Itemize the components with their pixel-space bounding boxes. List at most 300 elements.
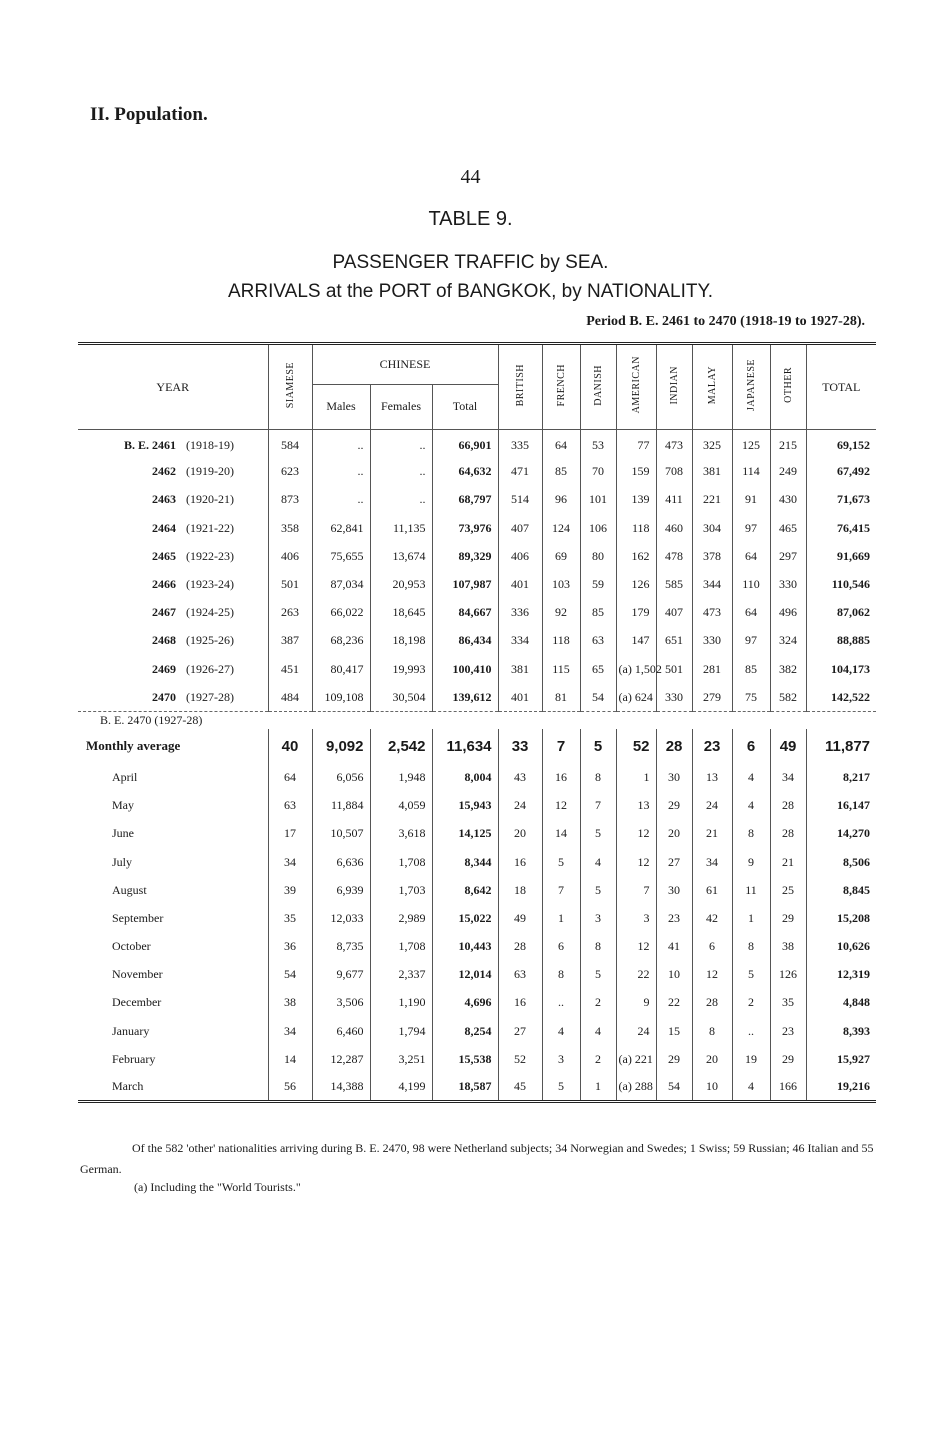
cell: 45: [498, 1073, 542, 1101]
cell: 139: [616, 486, 656, 514]
cell: 330: [770, 570, 806, 598]
cell: 6,636: [312, 848, 370, 876]
cell: 8: [732, 820, 770, 848]
cell: 124: [542, 514, 580, 542]
monthly-row: [78, 904, 876, 932]
cell: 22: [656, 989, 692, 1017]
cell: ..: [370, 486, 432, 514]
cell: 16: [498, 989, 542, 1017]
cell: 12,319: [806, 961, 876, 989]
cell: 334: [498, 627, 542, 655]
annual-row: [78, 458, 876, 486]
cell: 8,642: [432, 876, 498, 904]
cell: 873: [268, 486, 312, 514]
cell: 1,190: [370, 989, 432, 1017]
cell: 125: [732, 430, 770, 458]
cell: 36: [268, 933, 312, 961]
cell: 59: [580, 570, 616, 598]
cell: 15: [656, 1017, 692, 1045]
cell: 39: [268, 876, 312, 904]
cell: 34: [770, 763, 806, 791]
cell: 28: [656, 729, 692, 763]
cell: 64,632: [432, 458, 498, 486]
cell: 34: [268, 848, 312, 876]
cell: 2: [580, 1045, 616, 1073]
cell: 34: [692, 848, 732, 876]
cell: (a) 624: [616, 683, 656, 711]
cell: 11,877: [806, 729, 876, 763]
cell: 330: [656, 683, 692, 711]
cell: 10: [692, 1073, 732, 1101]
cell: 12,287: [312, 1045, 370, 1073]
col-chinese-total: Total: [432, 384, 498, 429]
cell: 33: [498, 729, 542, 763]
monthly-row: [78, 876, 876, 904]
monthly-section-header: B. E. 2470 (1927-28): [78, 711, 876, 729]
cell: 381: [498, 655, 542, 683]
cell: 28: [692, 989, 732, 1017]
cell: 15,943: [432, 792, 498, 820]
cell: 27: [656, 848, 692, 876]
cell: 406: [268, 542, 312, 570]
footnote-world-tourists: (a) Including the "World Tourists.": [134, 1180, 301, 1194]
cell: 110,546: [806, 570, 876, 598]
cell: 4,059: [370, 792, 432, 820]
cell: 451: [268, 655, 312, 683]
cell: 585: [656, 570, 692, 598]
cell: 3,506: [312, 989, 370, 1017]
cell: 64: [268, 763, 312, 791]
cell: 69: [542, 542, 580, 570]
cell: 35: [770, 989, 806, 1017]
cell: 471: [498, 458, 542, 486]
cell: 11,135: [370, 514, 432, 542]
cell: 10,507: [312, 820, 370, 848]
cell: 65: [580, 655, 616, 683]
cell: 18,645: [370, 599, 432, 627]
cell: 330: [692, 627, 732, 655]
cell: 118: [616, 514, 656, 542]
cell: 35: [268, 904, 312, 932]
cell: 166: [770, 1073, 806, 1101]
cell: 73,976: [432, 514, 498, 542]
cell: 12: [616, 848, 656, 876]
cell: 344: [692, 570, 732, 598]
cell: ..: [312, 458, 370, 486]
cell: 14: [542, 820, 580, 848]
cell: 411: [656, 486, 692, 514]
cell: 263: [268, 599, 312, 627]
cell: 27: [498, 1017, 542, 1045]
cell: 91,669: [806, 542, 876, 570]
cell: 85: [542, 458, 580, 486]
cell: ..: [370, 430, 432, 458]
cell: 407: [498, 514, 542, 542]
month-label: May: [112, 798, 134, 813]
cell: 147: [616, 627, 656, 655]
cell: 378: [692, 542, 732, 570]
cell: 63: [580, 627, 616, 655]
cell: 4,696: [432, 989, 498, 1017]
cell: 13,674: [370, 542, 432, 570]
cell: 11: [732, 876, 770, 904]
cell: 6: [732, 729, 770, 763]
month-label: February: [112, 1051, 156, 1066]
col-american: AMERICAN: [616, 344, 656, 430]
cell: 297: [770, 542, 806, 570]
cell: 10,626: [806, 933, 876, 961]
cell: 16: [542, 763, 580, 791]
cell: 582: [770, 683, 806, 711]
cell: 1: [616, 763, 656, 791]
cell: 3: [580, 904, 616, 932]
cell: 11,634: [432, 729, 498, 763]
cell: 52: [498, 1045, 542, 1073]
cell: 15,208: [806, 904, 876, 932]
cell: 12: [616, 820, 656, 848]
year-label: 2469 (1926-27): [152, 661, 234, 676]
cell: 139,612: [432, 683, 498, 711]
cell: 63: [498, 961, 542, 989]
cell: 3: [616, 904, 656, 932]
cell: 15,022: [432, 904, 498, 932]
cell: 10,443: [432, 933, 498, 961]
cell: 100,410: [432, 655, 498, 683]
cell: 478: [656, 542, 692, 570]
cell: 1: [542, 904, 580, 932]
cell: 64: [732, 599, 770, 627]
cell: 30,504: [370, 683, 432, 711]
cell: 43: [498, 763, 542, 791]
cell: 3: [542, 1045, 580, 1073]
cell: 8: [692, 1017, 732, 1045]
table-title: TABLE 9.: [428, 208, 513, 230]
cell: 54: [268, 961, 312, 989]
footnote-other-nationalities: Of the 582 'other' nationalities arriving during B. E. 2470, 98 were Netherland subjects; 34 Norwegian and Swedes; 1 Swiss; 59 Russian; 46 Italian and 55 German.: [80, 1141, 874, 1176]
cell: 9: [732, 848, 770, 876]
cell: 14,125: [432, 820, 498, 848]
month-label: June: [112, 826, 134, 841]
monthly-row: [78, 933, 876, 961]
cell: 68,236: [312, 627, 370, 655]
cell: 18,587: [432, 1073, 498, 1101]
cell: 97: [732, 514, 770, 542]
cell: 29: [656, 1045, 692, 1073]
cell: 10: [656, 961, 692, 989]
cell: 496: [770, 599, 806, 627]
cell: 103: [542, 570, 580, 598]
cell: 249: [770, 458, 806, 486]
cell: 56: [268, 1073, 312, 1101]
monthly-row: [78, 1045, 876, 1073]
cell: 3,251: [370, 1045, 432, 1073]
cell: 401: [498, 570, 542, 598]
cell: 8,004: [432, 763, 498, 791]
cell: 64: [542, 430, 580, 458]
cell: 89,329: [432, 542, 498, 570]
cell: 21: [692, 820, 732, 848]
month-label: July: [112, 854, 133, 869]
month-label: April: [112, 769, 138, 784]
cell: 13: [692, 763, 732, 791]
cell: 162: [616, 542, 656, 570]
cell: 61: [692, 876, 732, 904]
monthly-row: [78, 1073, 876, 1101]
cell: 501: [656, 655, 692, 683]
cell: 5: [732, 961, 770, 989]
cell: 28: [770, 792, 806, 820]
cell: 5: [580, 876, 616, 904]
cell: 9,092: [312, 729, 370, 763]
year-label: 2463 (1920-21): [152, 492, 234, 507]
cell: 304: [692, 514, 732, 542]
cell: 84,667: [432, 599, 498, 627]
cell: 2: [732, 989, 770, 1017]
cell: 81: [542, 683, 580, 711]
cell: 3,618: [370, 820, 432, 848]
cell: 6,056: [312, 763, 370, 791]
cell: 1,708: [370, 933, 432, 961]
page-number: 44: [460, 166, 481, 188]
cell: 324: [770, 627, 806, 655]
cell: 68,797: [432, 486, 498, 514]
cell: 12,033: [312, 904, 370, 932]
cell: 85: [580, 599, 616, 627]
cell: 76,415: [806, 514, 876, 542]
cell: 38: [268, 989, 312, 1017]
cell: 6,939: [312, 876, 370, 904]
cell: 19: [732, 1045, 770, 1073]
cell: 80: [580, 542, 616, 570]
annual-row: [78, 655, 876, 683]
cell: 325: [692, 430, 732, 458]
cell: 20: [656, 820, 692, 848]
cell: 1: [732, 904, 770, 932]
cell: 87,034: [312, 570, 370, 598]
year-label: 2466 (1923-24): [152, 577, 234, 592]
cell: 460: [656, 514, 692, 542]
cell: 75,655: [312, 542, 370, 570]
cell: 6: [692, 933, 732, 961]
cell: 30: [656, 876, 692, 904]
year-label: 2467 (1924-25): [152, 605, 234, 620]
cell: 107,987: [432, 570, 498, 598]
cell: 18,198: [370, 627, 432, 655]
cell: 358: [268, 514, 312, 542]
cell: 77: [616, 430, 656, 458]
year-label: 2464 (1921-22): [152, 520, 234, 535]
col-indian: INDIAN: [656, 344, 692, 430]
cell: 53: [580, 430, 616, 458]
cell: 8,506: [806, 848, 876, 876]
heading-line-1: PASSENGER TRAFFIC by SEA.: [332, 252, 609, 273]
cell: 7: [580, 792, 616, 820]
heading-line-2: ARRIVALS at the PORT of BANGKOK, by NATIONALITY.: [227, 281, 714, 302]
cell: 5: [580, 729, 616, 763]
cell: 501: [268, 570, 312, 598]
cell: 20,953: [370, 570, 432, 598]
col-british: BRITISH: [498, 344, 542, 430]
cell: 2: [580, 989, 616, 1017]
cell: 16,147: [806, 792, 876, 820]
cell: 71,673: [806, 486, 876, 514]
cell: 584: [268, 430, 312, 458]
cell: 126: [616, 570, 656, 598]
cell: 38: [770, 933, 806, 961]
cell: 29: [770, 904, 806, 932]
monthly-row: [78, 792, 876, 820]
cell: 19,993: [370, 655, 432, 683]
cell: 2,989: [370, 904, 432, 932]
col-females: Females: [370, 384, 432, 429]
cell: 336: [498, 599, 542, 627]
cell: 20: [692, 1045, 732, 1073]
cell: 382: [770, 655, 806, 683]
cell: 473: [656, 430, 692, 458]
cell: 126: [770, 961, 806, 989]
cell: 24: [498, 792, 542, 820]
cell: 15,927: [806, 1045, 876, 1073]
cell: 221: [692, 486, 732, 514]
month-label: December: [112, 995, 162, 1010]
cell: 473: [692, 599, 732, 627]
cell: 8: [580, 933, 616, 961]
cell: 335: [498, 430, 542, 458]
cell: 28: [770, 820, 806, 848]
cell: 63: [268, 792, 312, 820]
year-label: B. E. 2461 (1918-19): [123, 438, 234, 453]
cell: 18: [498, 876, 542, 904]
cell: 8,254: [432, 1017, 498, 1045]
annual-row: [78, 570, 876, 598]
cell: 42: [692, 904, 732, 932]
cell: 67,492: [806, 458, 876, 486]
cell: 8,393: [806, 1017, 876, 1045]
cell: 1,708: [370, 848, 432, 876]
cell: 4: [542, 1017, 580, 1045]
cell: 23: [692, 729, 732, 763]
cell: 118: [542, 627, 580, 655]
monthly-row: [78, 820, 876, 848]
cell: 17: [268, 820, 312, 848]
cell: 465: [770, 514, 806, 542]
cell: 96: [542, 486, 580, 514]
cell: ..: [312, 486, 370, 514]
cell: 101: [580, 486, 616, 514]
col-japanese: JAPANESE: [732, 344, 770, 430]
passenger-traffic-table: [78, 342, 876, 1103]
cell: 13: [616, 792, 656, 820]
cell: 80,417: [312, 655, 370, 683]
year-label: 2462 (1919-20): [152, 464, 234, 479]
cell: ..: [370, 458, 432, 486]
cell: 106: [580, 514, 616, 542]
cell: (a) 288: [616, 1073, 656, 1101]
annual-row: [78, 683, 876, 711]
cell: 406: [498, 542, 542, 570]
cell: 66,022: [312, 599, 370, 627]
cell: 14: [268, 1045, 312, 1073]
annual-row: [78, 627, 876, 655]
monthly-row: [78, 1017, 876, 1045]
month-label: August: [112, 882, 147, 897]
col-males: Males: [312, 384, 370, 429]
cell: 24: [692, 792, 732, 820]
cell: 29: [656, 792, 692, 820]
cell: 4,199: [370, 1073, 432, 1101]
cell: 86,434: [432, 627, 498, 655]
cell: 23: [770, 1017, 806, 1045]
cell: 401: [498, 683, 542, 711]
col-siamese: SIAMESE: [268, 344, 312, 430]
cell: 1,703: [370, 876, 432, 904]
cell: 142,522: [806, 683, 876, 711]
cell: 12: [616, 933, 656, 961]
annual-row: [78, 486, 876, 514]
cell: 85: [732, 655, 770, 683]
cell: 64: [732, 542, 770, 570]
cell: 69,152: [806, 430, 876, 458]
annual-row: [78, 599, 876, 627]
cell: 9: [616, 989, 656, 1017]
cell: 215: [770, 430, 806, 458]
cell: 14,388: [312, 1073, 370, 1101]
cell: 114: [732, 458, 770, 486]
col-year: YEAR: [78, 344, 268, 430]
cell: 15,538: [432, 1045, 498, 1073]
col-french: FRENCH: [542, 344, 580, 430]
cell: 16: [498, 848, 542, 876]
monthly-row: [78, 961, 876, 989]
cell: 4: [580, 1017, 616, 1045]
cell: 21: [770, 848, 806, 876]
monthly-row: [78, 763, 876, 791]
col-other: OTHER: [770, 344, 806, 430]
cell: 115: [542, 655, 580, 683]
month-label: March: [112, 1079, 144, 1094]
cell: 9,677: [312, 961, 370, 989]
month-label: November: [112, 967, 163, 982]
col-malay: MALAY: [692, 344, 732, 430]
cell: 651: [656, 627, 692, 655]
cell: 4,848: [806, 989, 876, 1017]
cell: 92: [542, 599, 580, 627]
cell: 28: [498, 933, 542, 961]
cell: 110: [732, 570, 770, 598]
year-label: 2465 (1922-23): [152, 548, 234, 563]
cell: 14,270: [806, 820, 876, 848]
cell: 381: [692, 458, 732, 486]
cell: 30: [656, 763, 692, 791]
cell: 11,884: [312, 792, 370, 820]
cell: 24: [616, 1017, 656, 1045]
monthly-average-label: Monthly average: [86, 738, 181, 754]
cell: 8: [732, 933, 770, 961]
cell: 484: [268, 683, 312, 711]
cell: 6,460: [312, 1017, 370, 1045]
cell: 8: [580, 763, 616, 791]
cell: 7: [616, 876, 656, 904]
cell: (a) 1,502: [616, 655, 656, 683]
cell: 623: [268, 458, 312, 486]
annual-row: [78, 430, 876, 458]
cell: 49: [770, 729, 806, 763]
cell: 54: [580, 683, 616, 711]
cell: 4: [732, 763, 770, 791]
cell: 1,794: [370, 1017, 432, 1045]
cell: 70: [580, 458, 616, 486]
cell: 8,217: [806, 763, 876, 791]
